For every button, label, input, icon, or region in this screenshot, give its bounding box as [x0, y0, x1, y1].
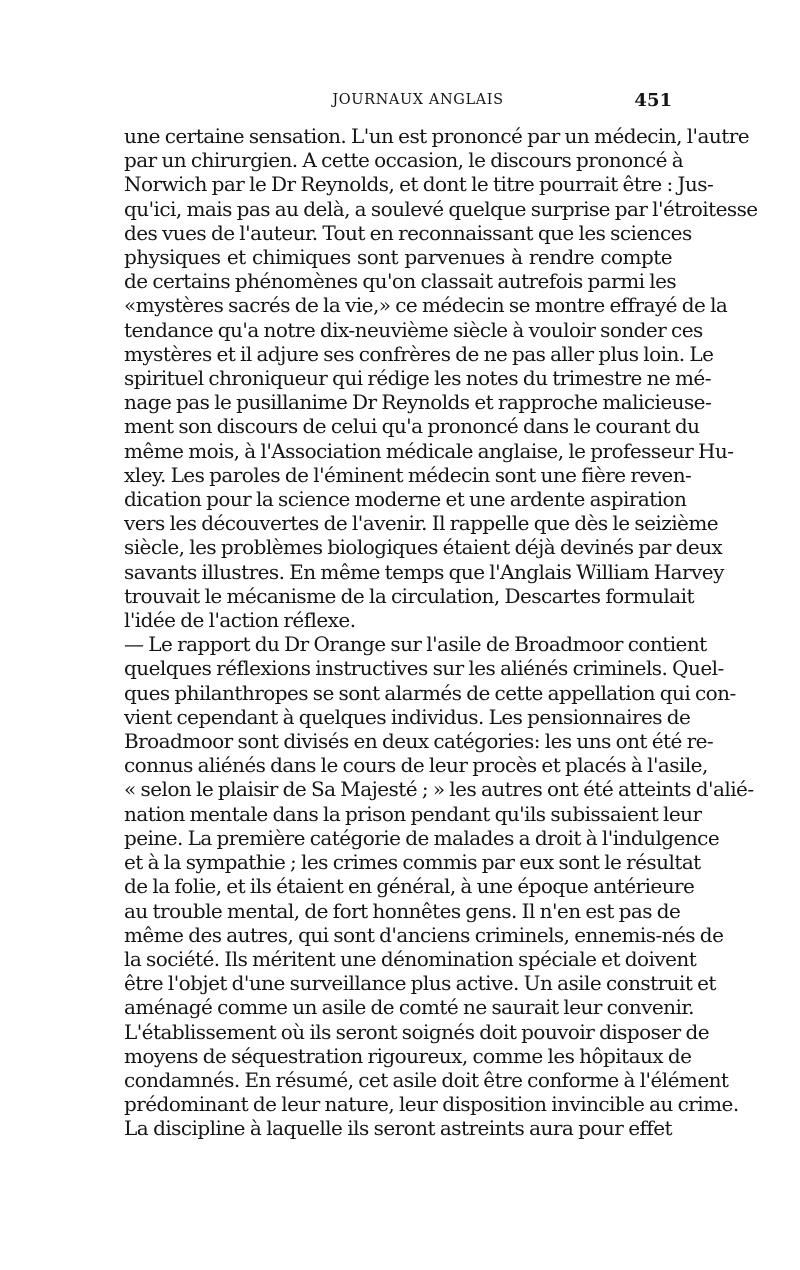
text-line: siècle, les problèmes biologiques étaient déjà devinés par deux [124, 535, 723, 560]
text-line: et à la sympathie ; les crimes commis par eux sont le résultat [124, 850, 701, 875]
text-line: de certains phénomènes qu'on classait autrefois parmi les [124, 269, 677, 294]
text-line: xley. Les paroles de l'éminent médecin sont une fière reven- [124, 462, 692, 487]
running-title: JOURNAUX ANGLAIS [332, 92, 504, 108]
text-line: « selon le plaisir de Sa Majesté ; » les autres ont été atteints d'alié- [124, 777, 754, 802]
text-line: même des autres, qui sont d'anciens criminels, ennemis-nés de [124, 922, 724, 947]
text-line: savants illustres. En même temps que l'Anglais William Harvey [124, 559, 724, 584]
text-line: par un chirurgien. A cette occasion, le discours prononcé à [124, 148, 684, 173]
text-line: Norwich par le Dr Reynolds, et dont le titre pourrait être : Jus- [124, 172, 714, 197]
text-line: des vues de l'auteur. Tout en reconnaissant que les sciences [124, 220, 692, 245]
text-line: — Le rapport du Dr Orange sur l'asile de Broadmoor contient [124, 632, 707, 657]
page-header [124, 86, 672, 116]
text-line: quelques réflexions instructives sur les aliénés criminels. Quel- [124, 656, 724, 681]
text-line: prédominant de leur nature, leur disposition invincible au crime. [124, 1092, 739, 1117]
text-line: mystères et il adjure ses confrères de ne pas aller plus loin. Le [124, 341, 714, 366]
text-line: nation mentale dans la prison pendant qu'ils subissaient leur [124, 801, 702, 826]
text-line: au trouble mental, de fort honnêtes gens. Il n'en est pas de [124, 898, 681, 923]
text-line: être l'objet d'une surveillance plus active. Un asile construit et [124, 971, 716, 996]
text-line: tendance qu'a notre dix-neuvième siècle à vouloir sonder ces [124, 317, 703, 342]
text-line: «mystères sacrés de la vie,» ce médecin se montre effrayé de la [124, 293, 728, 318]
text-line: condamnés. En résumé, cet asile doit être conforme à l'élément [124, 1067, 729, 1092]
text-line: moyens de séquestration rigoureux, comme les hôpitaux de [124, 1043, 692, 1068]
text-line: spirituel chroniqueur qui rédige les notes du trimestre ne mé- [124, 366, 711, 391]
body-text [124, 124, 758, 1141]
text-line: de la folie, et ils étaient en général, à une époque antérieure [124, 874, 695, 899]
text-line: La discipline à laquelle ils seront astreints aura pour effet [124, 1116, 672, 1141]
text-line: l'idée de l'action réflexe. [124, 608, 356, 633]
text-line: L'établissement où ils seront soignés doit pouvoir disposer de [124, 1019, 710, 1044]
text-line: physiques et chimiques sont parvenues à rendre compte [124, 245, 672, 270]
book-page [124, 86, 758, 1141]
text-line: la société. Ils méritent une dénomination spéciale et doivent [124, 946, 697, 971]
text-line: une certaine sensation. L'un est prononcé par un médecin, l'autre [124, 124, 749, 148]
page-number: 451 [634, 90, 672, 111]
text-line: aménagé comme un asile de comté ne saurait leur convenir. [124, 995, 694, 1020]
text-line: trouvait le mécanisme de la circulation, Descartes formulait [124, 583, 694, 608]
text-line: qu'ici, mais pas au delà, a soulevé quelque surprise par l'étroitesse [124, 196, 758, 221]
text-line: nage pas le pusillanime Dr Reynolds et rapproche malicieuse- [124, 390, 712, 415]
text-line: dication pour la science moderne et une ardente aspiration [124, 487, 687, 512]
text-line: même mois, à l'Association médicale anglaise, le professeur Hu- [124, 438, 734, 463]
text-line: ques philanthropes se sont alarmés de cette appellation qui con- [124, 680, 736, 705]
text-line: peine. La première catégorie de malades a droit à l'indulgence [124, 825, 720, 850]
text-line: ment son discours de celui qu'a prononcé dans le courant du [124, 414, 700, 439]
text-line: vient cependant à quelques individus. Les pensionnaires de [124, 704, 691, 729]
text-line: connus aliénés dans le cours de leur procès et placés à l'asile, [124, 753, 708, 778]
text-line: Broadmoor sont divisés en deux catégories: les uns ont été re- [124, 729, 714, 754]
text-line: vers les découvertes de l'avenir. Il rappelle que dès le seizième [124, 511, 719, 536]
